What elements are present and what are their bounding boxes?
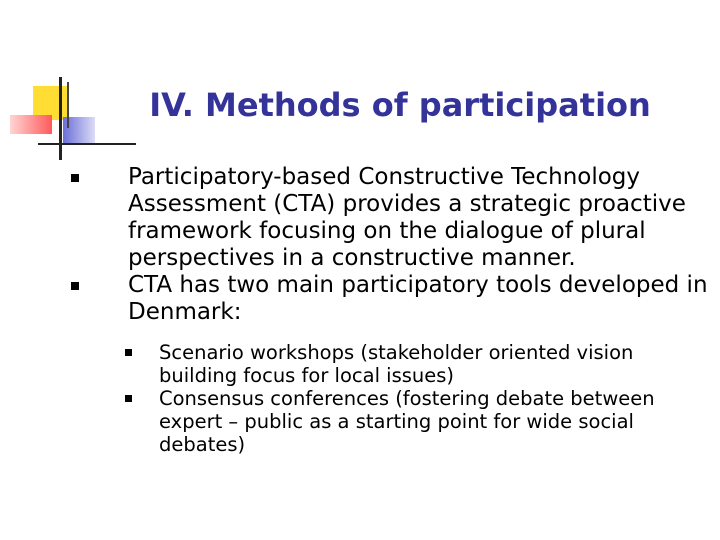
bullet-item — [128, 164, 708, 272]
decorative-logo-icon — [0, 0, 140, 170]
sub-bullet-list — [0, 341, 720, 456]
square-bullet-icon — [71, 174, 79, 182]
sub-bullet-item — [159, 341, 704, 387]
square-bullet-icon — [125, 349, 132, 356]
sub-bullet-item — [159, 387, 704, 456]
logo-vertical-line — [59, 77, 62, 160]
logo-red-bar — [10, 115, 52, 134]
sub-bullet-text: Consensus conferences (fostering debate between expert – public as a starting point for wide social debates) — [159, 387, 655, 456]
square-bullet-icon — [125, 395, 132, 402]
slide-title: IV. Methods of participation — [149, 86, 651, 124]
bullet-text: Participatory-based Constructive Technology Assessment (CTA) provides a strategic proactive framework focusing on the dialogue of plural perspectives in a constructive manner. — [128, 164, 686, 271]
bullet-item — [128, 272, 708, 326]
logo-vertical-line-thin — [67, 82, 69, 128]
square-bullet-icon — [71, 282, 79, 290]
slide-body — [0, 164, 720, 456]
bullet-text: CTA has two main participatory tools developed in Denmark: — [128, 272, 708, 325]
sub-bullet-text: Scenario workshops (stakeholder oriented vision building focus for local issues) — [159, 341, 634, 387]
logo-horizontal-line — [38, 143, 136, 145]
